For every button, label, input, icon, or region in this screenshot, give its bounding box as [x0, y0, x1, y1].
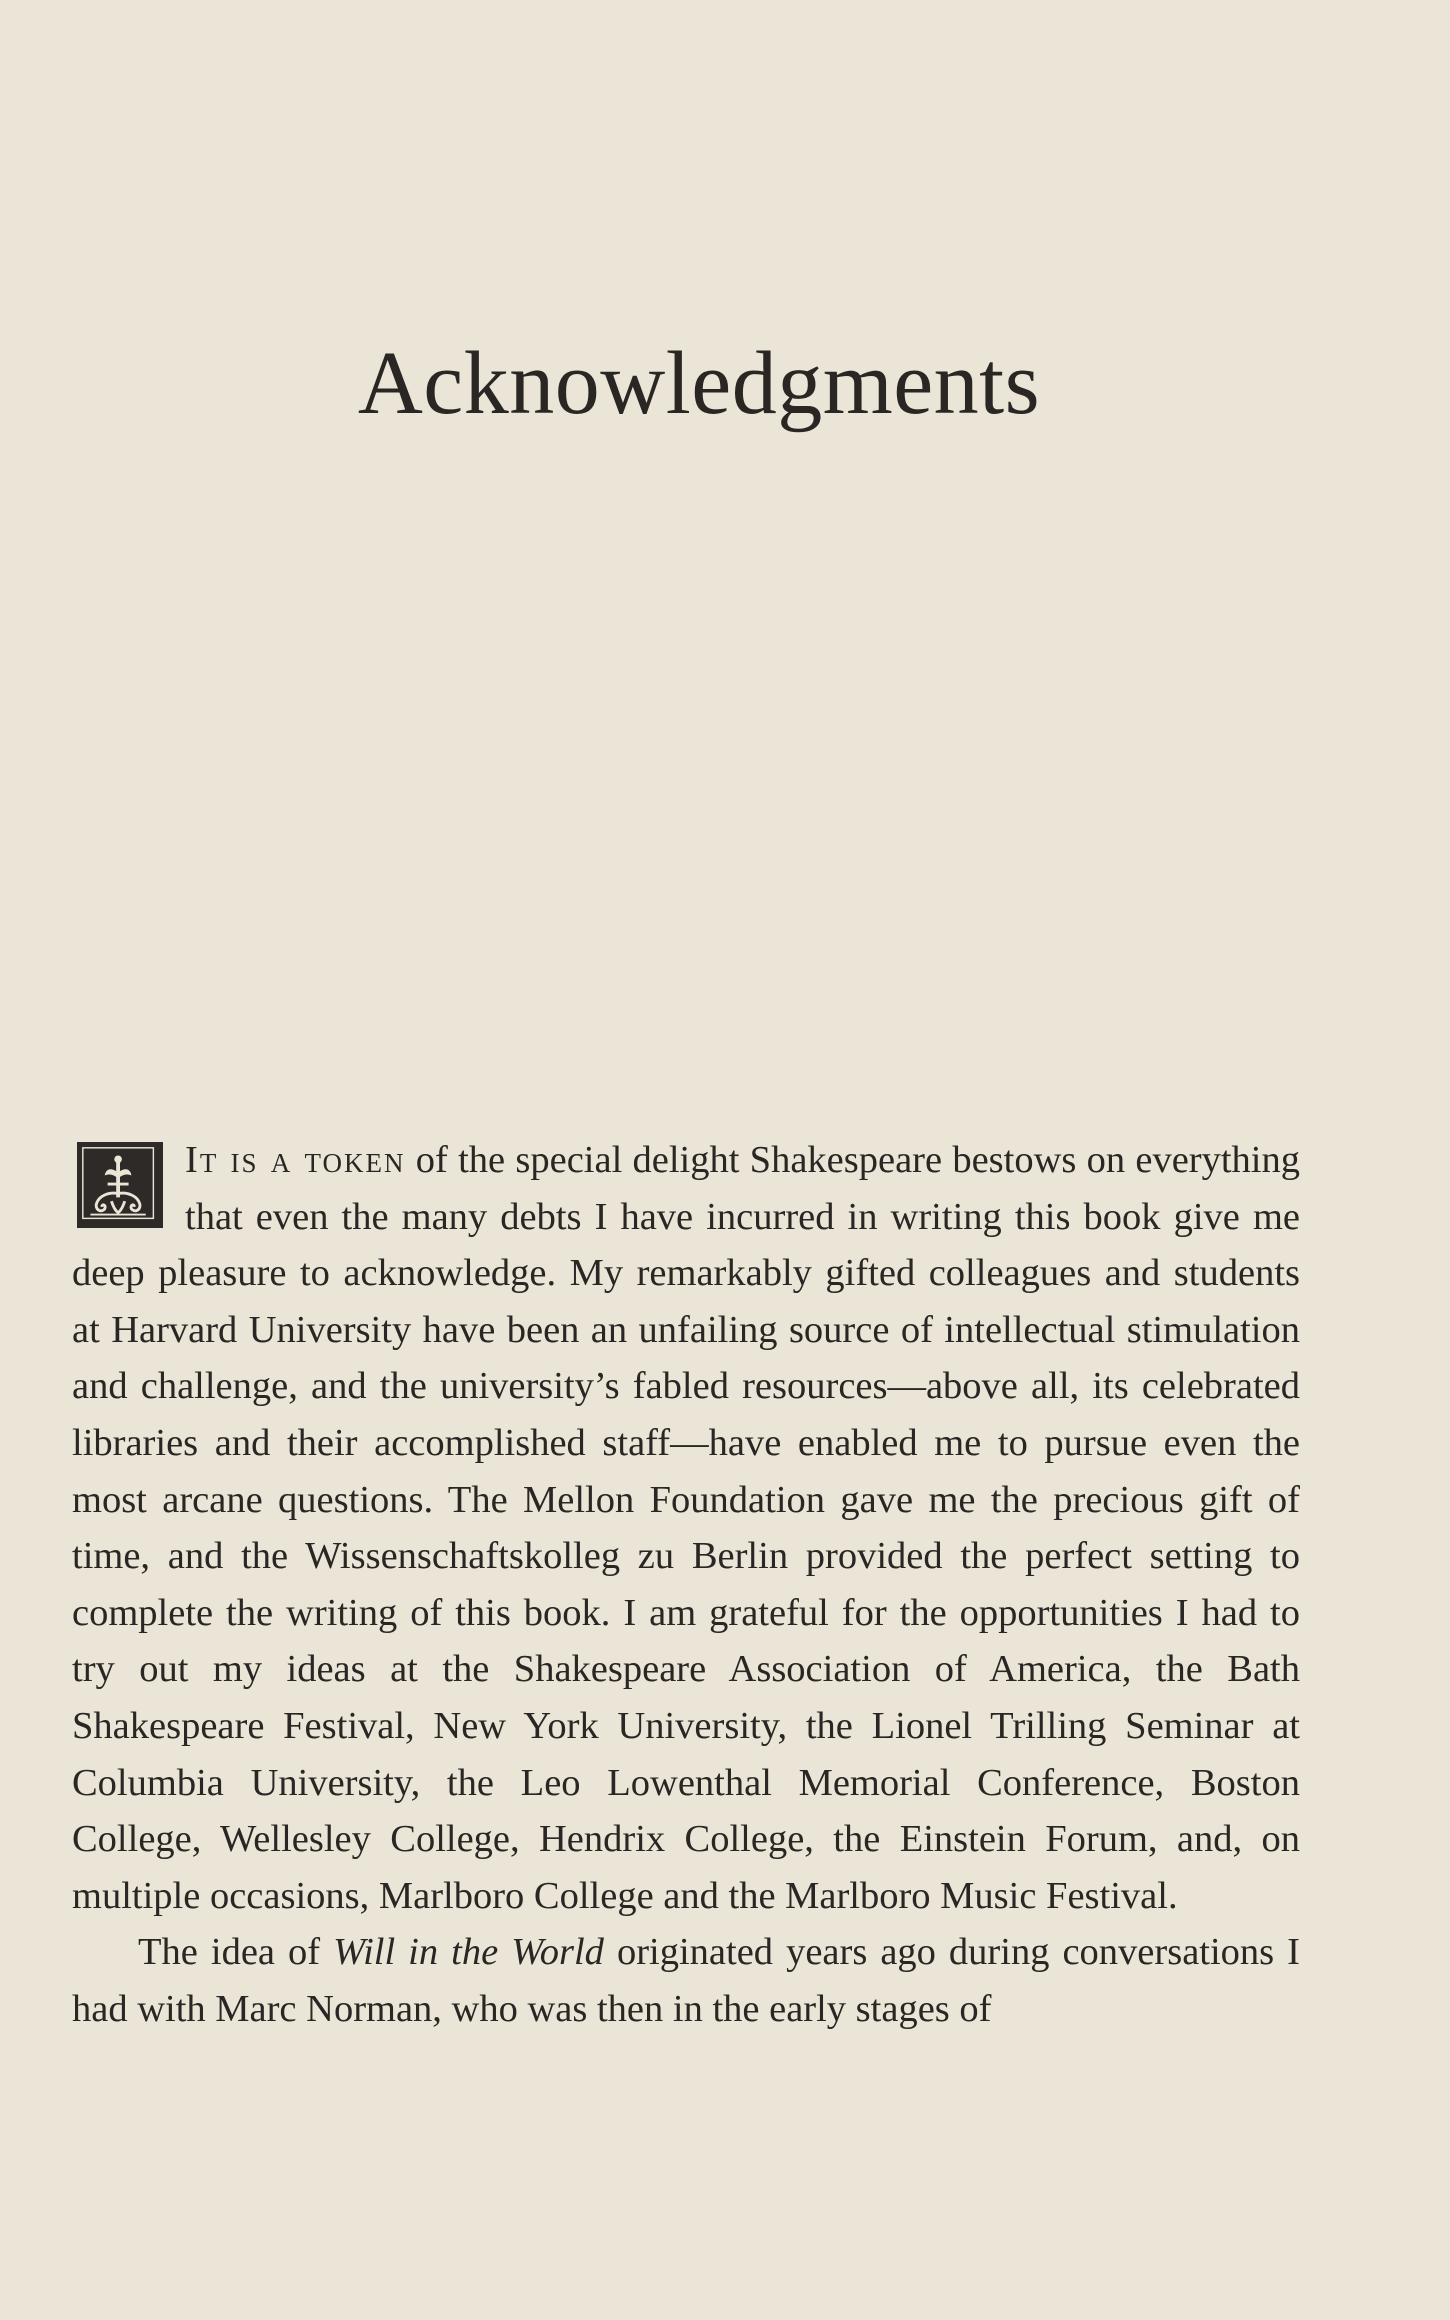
- fleuron-icon: [77, 1142, 163, 1228]
- paragraph-2-before: The idea of: [138, 1931, 334, 1974]
- opening-phrase: It is a token: [185, 1139, 406, 1181]
- paragraph-1-text: of the special delight Shakespeare bestows on everything that even the many debts I have incurred in writing this book give me deep pleasure to acknowledge. My remarkably gifted colleagues and students at Harvard University have been an unfailing source of intellectual stimulation and challenge, and the university’s fabled resources—above all, its celebrated libraries and their accomplished staff—have enabled me to pursue even the most arcane questions. The Mellon Foundation gave me the precious gift of time, and the Wissenschaftskolleg zu Berlin provided the perfect setting to complete the writing of this book. I am grateful for the opportunities I had to try out my ideas at the Shakespeare Association of America, the Bath Shakespeare Festival, New York University, the Lionel Trilling Seminar at Columbia University, the Leo Lowenthal Memorial Conference, Boston College, Wellesley College, Hendrix College, the Einstein Forum, and, on multiple occasions, Marlboro College and the Marlboro Music Festival.: [72, 1139, 1301, 1917]
- paragraph-1: [72, 1132, 1300, 1924]
- paragraph-2-after: originated years ago during conversations I had with Marc Norman, who was then in the early stages of: [72, 1931, 1301, 2030]
- book-title-italic: Will in the World: [333, 1931, 604, 1974]
- paragraph-2: [72, 1924, 1300, 2037]
- body-text: [72, 1132, 1300, 2038]
- page-title: Acknowledgments: [357, 334, 1041, 433]
